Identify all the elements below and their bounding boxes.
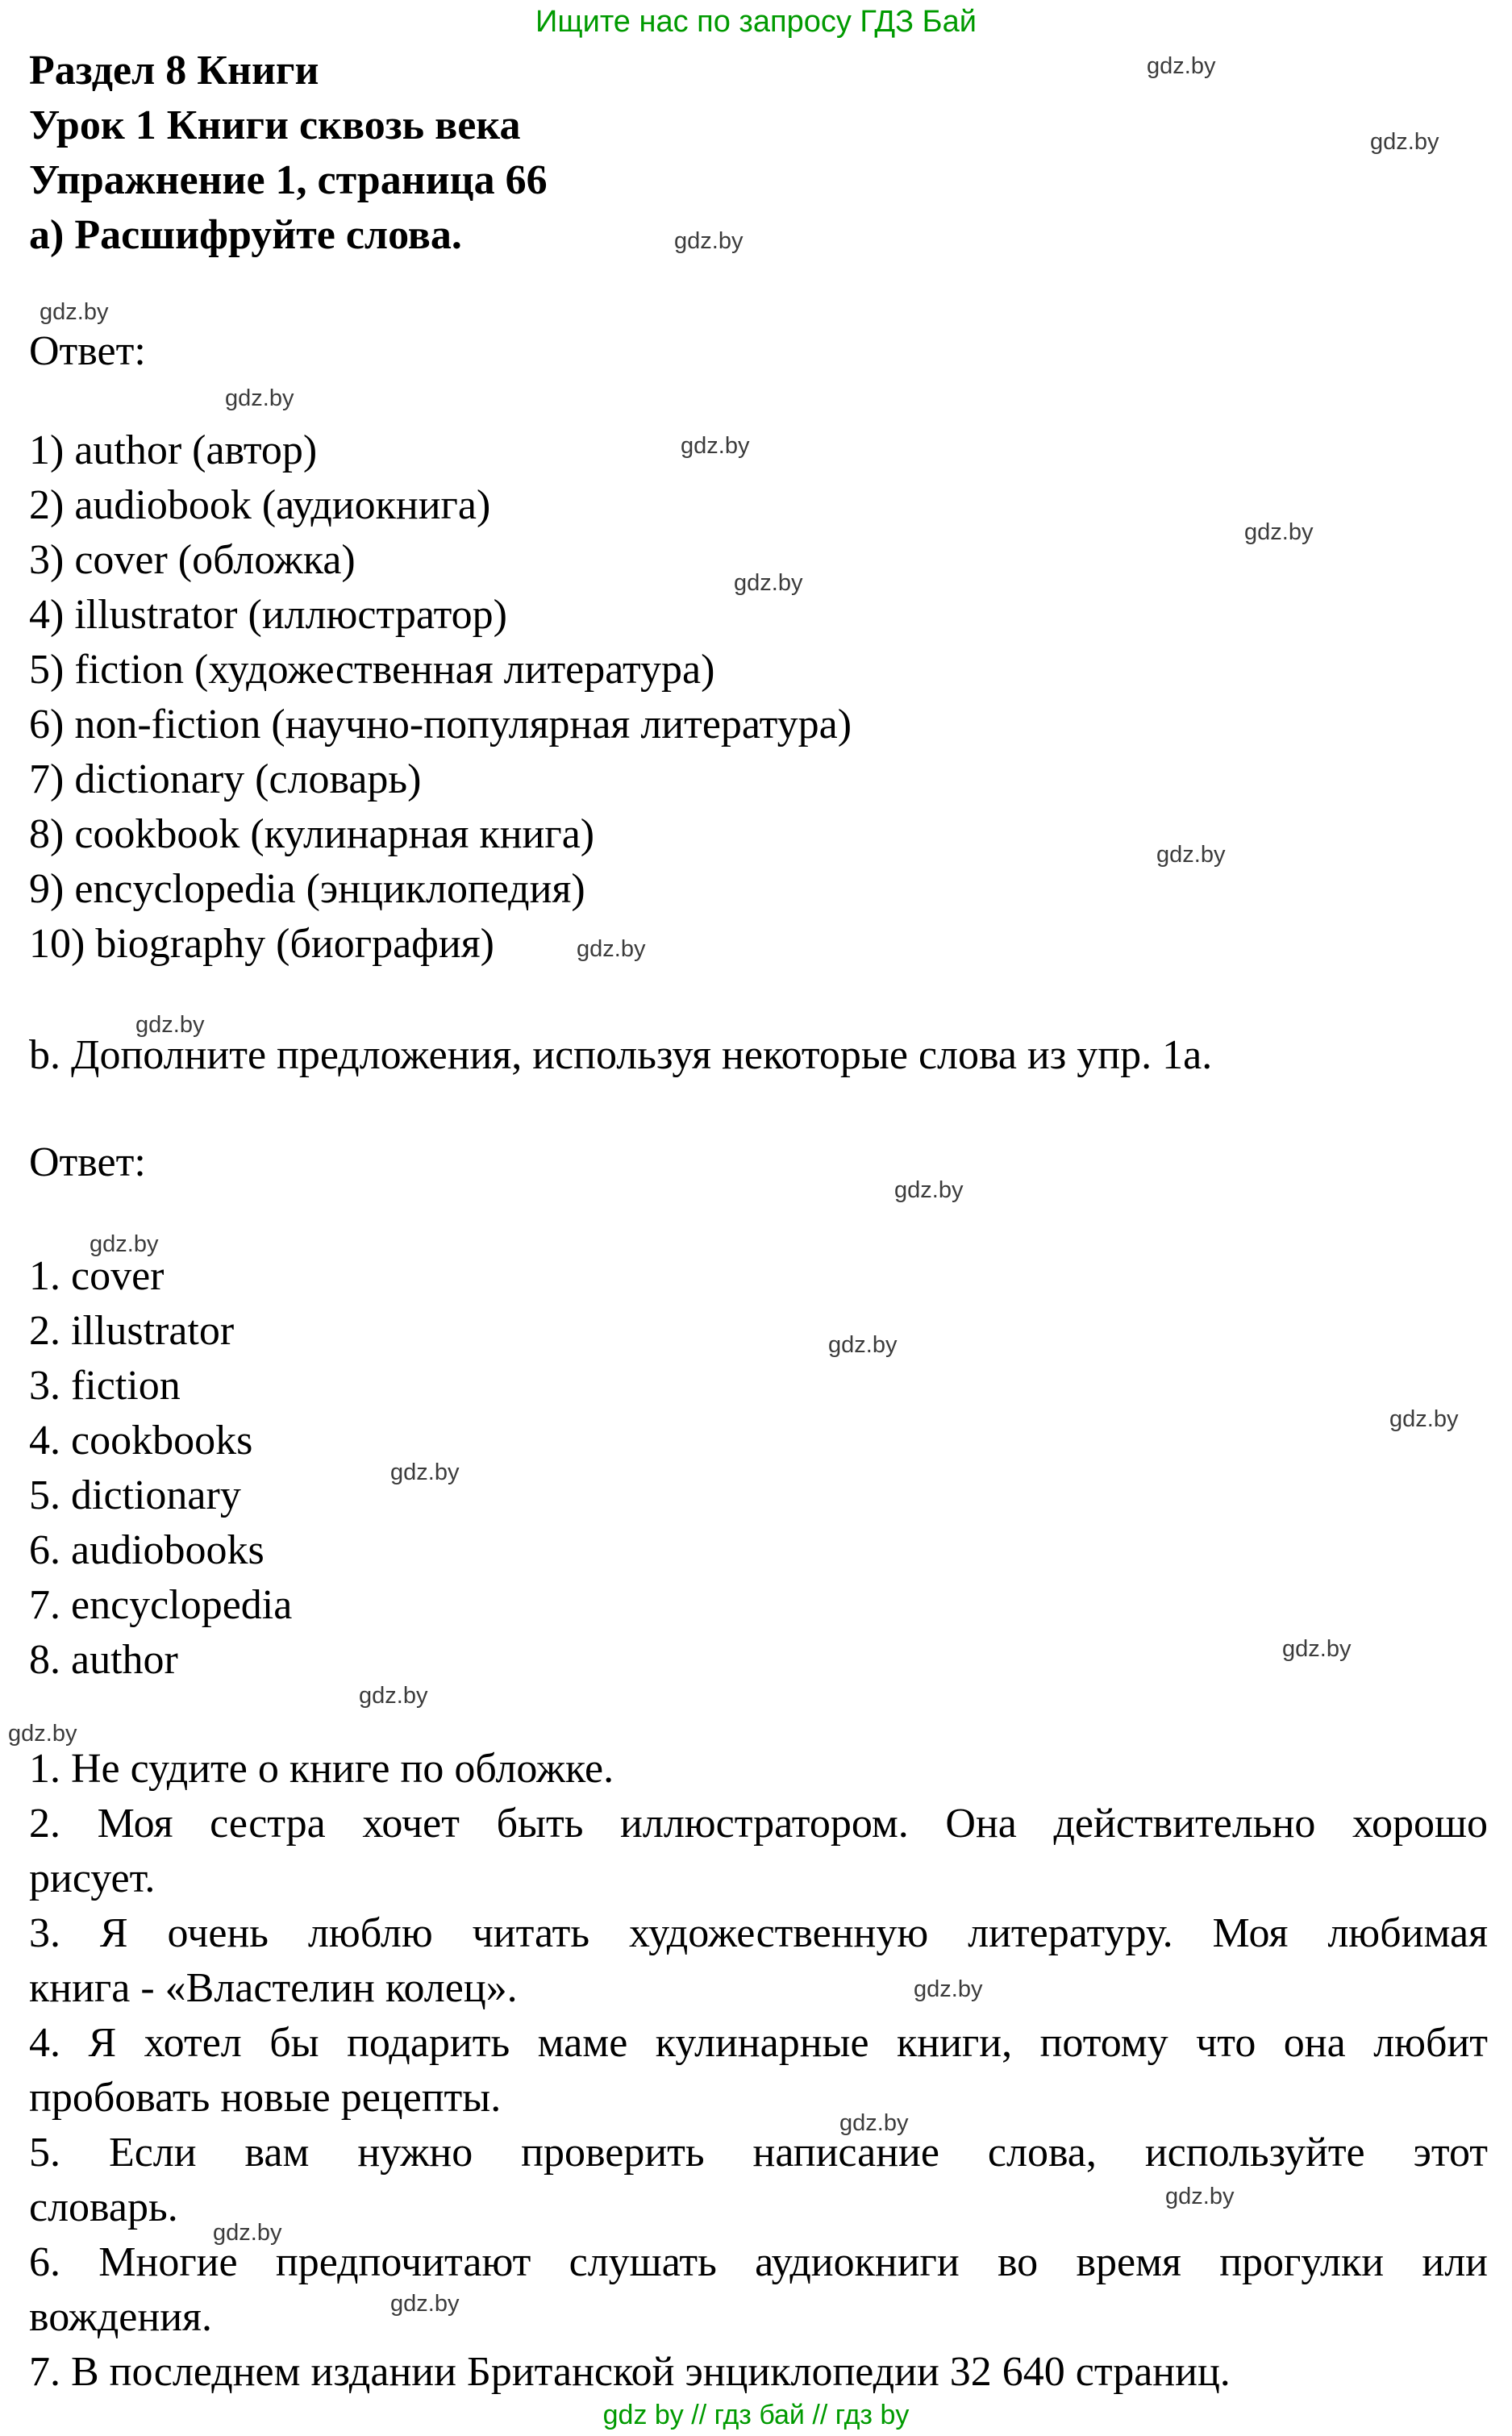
top-promo-banner: Ищите нас по запросу ГДЗ Бай [535,5,977,39]
exercise-b-sentences [29,1742,1488,2400]
watermark: gdz.by [1165,2184,1235,2209]
exercise-a-item: 7) dictionary (словарь) [29,756,422,802]
answer-label-b: Ответ: [29,1139,146,1185]
watermark: gdz.by [1282,1636,1352,1662]
exercise-a-item: 5) fiction (художественная литература) [29,647,715,693]
section-title: Раздел 8 Книги [29,48,319,94]
sentence-line: книга - «Властелин колец». [29,1965,518,2011]
watermark: gdz.by [390,1460,460,1485]
sentence-line: пробовать новые рецепты. [29,2075,502,2121]
exercise-a-item: 1) author (автор) [29,427,318,473]
exercise-b-word-item: 3. fiction [29,1363,181,1409]
exercise-a-answers [29,423,1488,972]
watermark: gdz.by [1370,129,1439,155]
watermark: gdz.by [390,2291,460,2317]
lesson-title: Урок 1 Книги сквозь века [29,102,521,148]
exercise-b-word-item: 8. author [29,1637,178,1683]
watermark: gdz.by [135,1012,205,1038]
exercise-b-word-item: 6. audiobooks [29,1527,264,1573]
watermark: gdz.by [213,2220,282,2246]
watermark: gdz.by [40,299,109,325]
watermark: gdz.by [90,1231,159,1257]
watermark: gdz.by [681,433,750,459]
sentence-line: рисует. [29,1855,156,1901]
sentence-line: 2. Моя сестра хочет быть иллюстратором. Она действительно хорошо [29,1801,1488,1847]
answer-label-a: Ответ: [29,328,146,374]
exercise-b-word-item: 2. illustrator [29,1308,235,1354]
watermark: gdz.by [1156,842,1226,868]
watermark: gdz.by [359,1683,428,1709]
exercise-a-item: 6) non-fiction (научно-популярная литература) [29,702,852,747]
watermark: gdz.by [734,570,803,596]
sentence-line: 1. Не судите о книге по обложке. [29,1746,614,1792]
sentence-line: 6. Многие предпочитают слушать аудиокниги во время прогулки или [29,2239,1488,2285]
watermark: gdz.by [577,936,646,962]
sentence-line: 7. В последнем издании Британской энциклопедии 32 640 страниц. [29,2349,1231,2395]
watermark: gdz.by [894,1177,964,1203]
exercise-b-word-item: 7. encyclopedia [29,1582,293,1628]
exercise-header [29,44,1488,263]
exercise-b-word-item: 5. dictionary [29,1472,241,1518]
sentence-line: 4. Я хотел бы подарить маме кулинарные книги, потому что она любит [29,2020,1488,2066]
sentence-line: вождения. [29,2294,212,2340]
task-a-title: а) Расшифруйте слова. [29,212,462,258]
exercise-a-item: 3) cover (обложка) [29,537,356,583]
watermark: gdz.by [8,1721,77,1747]
exercise-a-item: 8) cookbook (кулинарная книга) [29,811,595,857]
exercise-a-item: 4) illustrator (иллюстратор) [29,592,507,638]
sentence-line: словарь. [29,2184,178,2230]
exercise-a-item: 10) biography (биография) [29,921,494,967]
exercise-b-word-answers [29,1249,1488,1688]
exercise-a-item: 2) audiobook (аудиокнига) [29,482,491,528]
watermark: gdz.by [1244,519,1314,545]
watermark: gdz.by [674,228,744,254]
watermark: gdz.by [225,385,294,411]
watermark: gdz.by [1389,1406,1459,1432]
sentence-line: 5. Если вам нужно проверить написание слова, используйте этот [29,2130,1488,2176]
bottom-promo-banner: gdz by // гдз бай // гдз by [602,2400,910,2430]
exercise-title: Упражнение 1, страница 66 [29,157,548,203]
task-b-title: b. Дополните предложения, используя некоторые слова из упр. 1а. [29,1032,1213,1078]
watermark: gdz.by [839,2110,909,2136]
watermark: gdz.by [828,1332,898,1358]
sentence-line: 3. Я очень люблю читать художественную литературу. Моя любимая [29,1910,1488,1956]
watermark: gdz.by [1147,53,1216,79]
exercise-b-word-item: 4. cookbooks [29,1418,253,1464]
exercise-b-word-item: 1. cover [29,1253,165,1299]
exercise-a-item: 9) encyclopedia (энциклопедия) [29,866,585,912]
watermark: gdz.by [914,1976,983,2002]
